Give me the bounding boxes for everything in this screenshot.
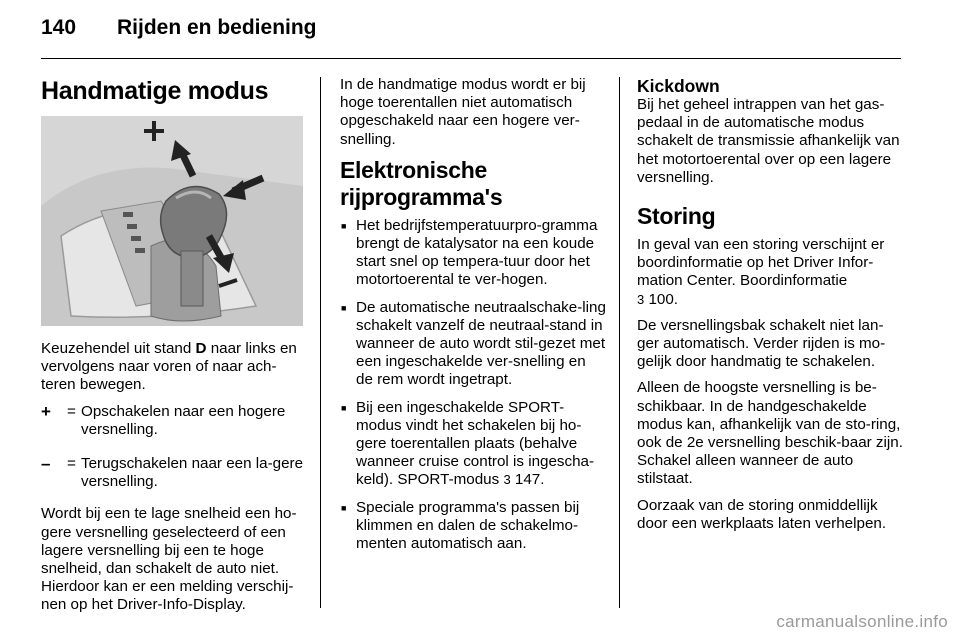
- column-divider-2: [619, 77, 620, 608]
- page-number: 140: [41, 16, 77, 39]
- equals-sign: =: [67, 455, 76, 473]
- column-1: [41, 76, 305, 623]
- list-item: ■ De automatische neutraalschake-ling schakelt vanzelf de neutraal-stand in wanneer de auto wordt stil-gezet met een ingeschakelde ver-snelling en de rem wordt ingetrapt.: [340, 299, 606, 390]
- plus-symbol: +: [41, 401, 51, 421]
- section-title: Handmatige modus: [41, 77, 269, 105]
- subsection-title: Elektronische rijprogramma's: [340, 156, 503, 210]
- column-2: [340, 76, 606, 562]
- automatic-gear-selector-icon: [41, 116, 303, 326]
- column-3: [637, 76, 903, 541]
- definition-text: Terugschakelen naar een la-gere versnelling.: [81, 455, 304, 491]
- symbol-definitions: [41, 403, 305, 492]
- page-reference-link[interactable]: 100.: [648, 290, 679, 308]
- list-item: ■ Het bedrijfstemperatuurpro-gramma brengt de katalysator na een koude start snel op tempera-tuur door het motortoerental te ver-hogen.: [340, 217, 606, 290]
- header-divider: [41, 58, 901, 59]
- minus-symbol: –: [41, 454, 51, 474]
- column-divider-1: [320, 77, 321, 608]
- kickdown-heading: Kickdown: [637, 76, 720, 96]
- running-title: Rijden en bediening: [117, 16, 317, 39]
- page-ref-arrow-icon: 3: [637, 291, 645, 307]
- storing-paragraph-4: Oorzaak van de storing onmiddellijk door een werkplaats laten verhelpen.: [637, 496, 887, 532]
- page-reference-link[interactable]: 147.: [514, 471, 545, 489]
- storing-paragraph-3: Alleen de hoogste versnelling is be-schikbaar. In de handgeschakelde modus kan, afhankelijk van de sto-ring, ook de 2e versnelling beschik-baar zijn. Schakel alleen wanneer de auto stilstaat.: [637, 379, 903, 488]
- kickdown-paragraph: Bij het geheel intrappen van het gas-pedaal in de automatische modus schakelt de transmissie afhankelijk van het motortoerental over op een lagere versnelling.: [637, 96, 900, 186]
- definition-text: Opschakelen naar een hogere versnelling.: [81, 402, 286, 438]
- intro-paragraph: Keuzehendel uit stand D naar links en vervolgens naar voren of naar ach-teren bewegen.: [41, 340, 297, 394]
- gear-selector-illustration: [41, 116, 303, 326]
- list-item: ■ Bij een ingeschakelde SPORT-modus vindt het schakelen bij ho-gere toerentallen plaats (behalve wanneer cruise control is ingescha-keld). SPORT-modus 3 147.: [340, 399, 606, 490]
- storing-heading: Storing: [637, 203, 716, 230]
- closing-paragraph: Wordt bij een te lage snelheid een ho-gere versnelling geselecteerd of een lagere versnelling bij een te hoge snelheid, dan schakelt de auto niet. Hierdoor kan er een melding verschij-nen op het Driver-Info-Display.: [41, 505, 297, 614]
- storing-paragraph-2: De versnellingsbak schakelt niet lan-ger automatisch. Verder rijden is mo-gelijk door handmatig te schakelen.: [637, 316, 886, 371]
- list-item: ■ Speciale programma's passen bij klimmen en dalen de schakelmo-menten automatisch aan.: [340, 499, 606, 554]
- bullet-list: [340, 217, 606, 553]
- page-ref-arrow-icon: 3: [503, 472, 511, 488]
- page-header: [41, 16, 317, 50]
- watermark: carmanualsonline.info: [776, 612, 948, 631]
- storing-paragraph-1: In geval van een storing verschijnt er boordinformatie op het Driver Infor-mation Center. Boordinformatie 3 100.: [637, 236, 885, 308]
- equals-sign: =: [67, 402, 76, 420]
- manual-mode-paragraph: In de handmatige modus wordt er bij hoge toerentallen niet automatisch opgeschakeld naar een hogere ver-snelling.: [340, 76, 586, 148]
